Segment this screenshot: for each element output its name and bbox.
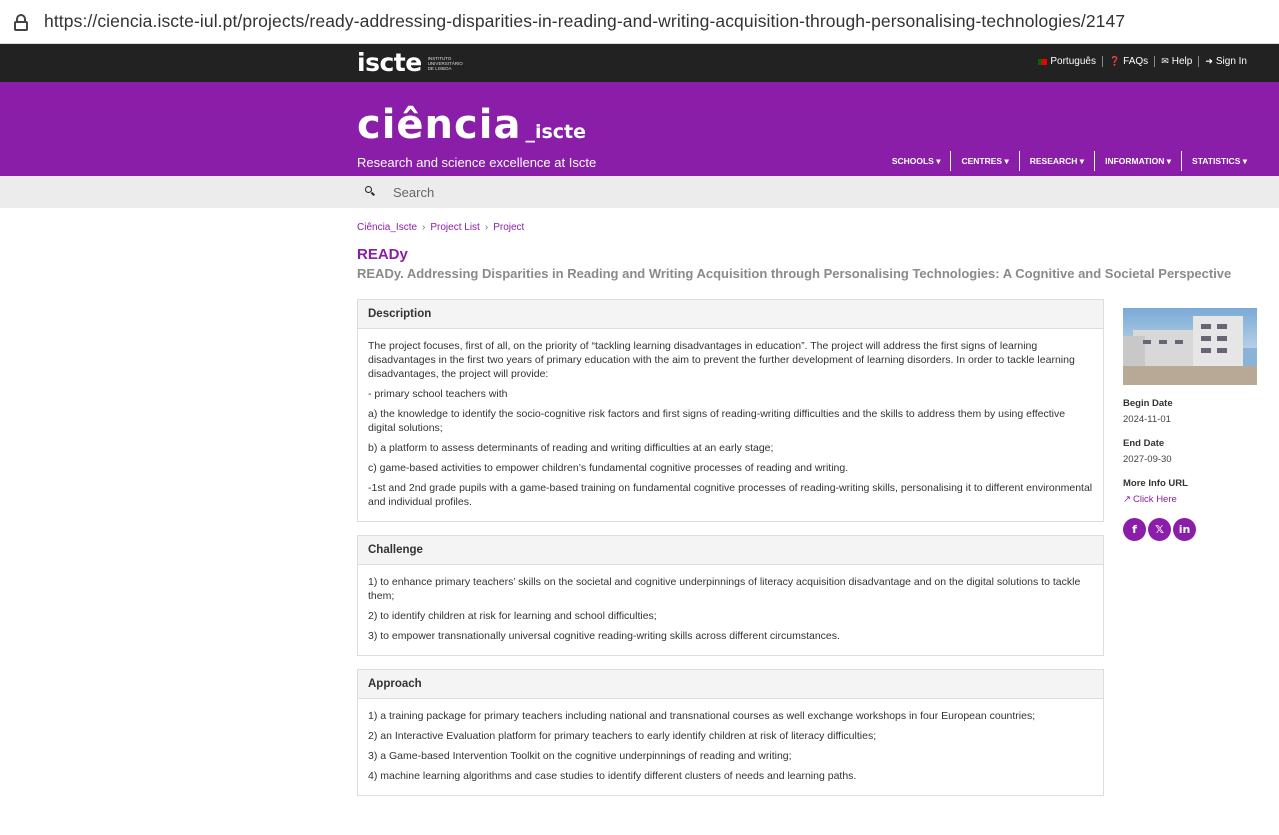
- breadcrumb-project[interactable]: Project: [493, 222, 525, 233]
- help-label: Help: [1171, 56, 1193, 67]
- top-bar: [0, 44, 1279, 82]
- language-link[interactable]: [1032, 56, 1102, 67]
- chevron-right-icon: ›: [484, 222, 489, 233]
- top-links: [1032, 56, 1253, 67]
- linkedin-icon[interactable]: in: [1173, 518, 1196, 541]
- iscte-logo-word: iscte: [357, 48, 422, 77]
- help-link[interactable]: [1154, 56, 1198, 67]
- ciencia-iscte-logo[interactable]: [357, 102, 586, 148]
- paragraph: 3) a Game-based Intervention Toolkit on the cognitive underpinnings of reading and writing;: [368, 750, 792, 762]
- begin-date-label: Begin Date: [1123, 398, 1173, 409]
- portugal-flag-icon: [1038, 59, 1047, 65]
- x-twitter-icon[interactable]: 𝕏: [1148, 518, 1171, 541]
- paragraph: b) a platform to assess determinants of reading and writing difficulties at an early stage;: [368, 442, 774, 454]
- nav-research[interactable]: RESEARCH ▾: [1019, 151, 1094, 171]
- faqs-link[interactable]: [1102, 56, 1154, 67]
- main-content: [357, 222, 1257, 782]
- browser-address-bar[interactable]: [0, 0, 1279, 44]
- breadcrumb: [357, 222, 1257, 233]
- nav-schools[interactable]: SCHOOLS ▾: [891, 156, 941, 166]
- panel-heading: Approach: [358, 670, 1103, 699]
- lock-icon: [12, 13, 30, 31]
- more-info-label: More Info URL: [1123, 478, 1188, 489]
- iscte-logo-subtitle: INSTITUTO UNIVERSITÁRIO DE LISBOA: [427, 55, 463, 71]
- paragraph: 4) machine learning algorithms and case studies to identify different clusters of needs and learning paths.: [368, 770, 857, 782]
- tagline: Research and science excellence at Iscte: [357, 155, 597, 170]
- panel-body: [358, 565, 1103, 655]
- project-panels: [357, 299, 1104, 809]
- sign-in-link[interactable]: [1198, 56, 1253, 67]
- end-date-value: 2027-09-30: [1123, 454, 1172, 465]
- site-header: [0, 82, 1279, 176]
- panel-heading: Challenge: [358, 536, 1103, 565]
- panel-body: [358, 329, 1103, 521]
- sign-in-icon: ➜: [1205, 56, 1213, 66]
- envelope-icon: ✉: [1161, 56, 1169, 66]
- paragraph: - primary school teachers with: [368, 388, 508, 400]
- brand-suffix: _iscte: [525, 121, 587, 143]
- nav-statistics[interactable]: STATISTICS ▾: [1181, 151, 1257, 171]
- nav-information[interactable]: INFORMATION ▾: [1094, 151, 1181, 171]
- project-acronym: READy: [357, 246, 408, 263]
- end-date-label: End Date: [1123, 438, 1165, 449]
- project-photo: [1123, 308, 1257, 385]
- share-buttons: [1123, 518, 1257, 541]
- approach-panel: [357, 669, 1104, 796]
- chevron-right-icon: ›: [422, 222, 426, 233]
- paragraph: -1st and 2nd grade pupils with a game-based training on fundamental cognitive processes of reading-writing skills, personalising it to different environmental and individual profiles.: [368, 482, 1093, 508]
- breadcrumb-home[interactable]: Ciência_Iscte: [357, 222, 418, 233]
- search-icon[interactable]: [365, 186, 375, 196]
- panel-body: [358, 699, 1103, 795]
- paragraph: 2) an Interactive Evaluation platform for primary teachers to early identify children at risk of literacy difficulties;: [368, 730, 877, 742]
- paragraph: 3) to empower transnationally universal cognitive reading-writing skills across different circumstances.: [368, 630, 840, 642]
- more-info-link[interactable]: [1123, 494, 1257, 505]
- search-input[interactable]: [384, 180, 984, 204]
- sign-in-label: Sign In: [1215, 56, 1247, 67]
- paragraph: c) game-based activities to empower children’s fundamental cognitive processes of reading and writing.: [368, 462, 849, 474]
- paragraph: 1) a training package for primary teachers including national and transnational courses as well exchange workshops in four European countries;: [368, 710, 1036, 722]
- question-circle-icon: ❓: [1108, 56, 1121, 66]
- project-full-title: READy. Addressing Disparities in Reading and Writing Acquisition through Personalising Technologies: A Cognitive and Societal Perspective: [357, 266, 1232, 281]
- more-info-link-label: Click Here: [1132, 494, 1177, 505]
- url-text[interactable]: https://ciencia.iscte-iul.pt/projects/ready-addressing-disparities-in-reading-and-writing-acquisition-through-personalising-technologies/2147: [44, 11, 1126, 31]
- panel-heading: Description: [358, 300, 1103, 329]
- search-bar: [0, 176, 1279, 208]
- paragraph: 1) to enhance primary teachers’ skills on the societal and cognitive underpinnings of literacy acquisition disadvantage and on the digital solutions to tackle them;: [368, 576, 1081, 602]
- breadcrumb-project-list[interactable]: Project List: [430, 222, 480, 233]
- brand-main: ciência: [357, 102, 522, 148]
- nav-centres[interactable]: CENTRES ▾: [950, 151, 1018, 171]
- language-label: Português: [1050, 56, 1096, 67]
- faqs-label: FAQs: [1123, 56, 1149, 67]
- paragraph: a) the knowledge to identify the socio-cognitive risk factors and first signs of reading-writing difficulties and the skills to address them by using effective digital solutions;: [368, 408, 1066, 434]
- external-link-icon: ↗: [1123, 494, 1131, 505]
- main-nav: [882, 151, 1257, 171]
- project-sidebar: [1123, 308, 1257, 541]
- challenge-panel: [357, 535, 1104, 656]
- paragraph: 2) to identify children at risk for learning and school difficulties;: [368, 610, 657, 622]
- iscte-logo[interactable]: [357, 48, 468, 77]
- paragraph: The project focuses, first of all, on the priority of “tackling learning disadvantages in education”. The project will address the first signs of learning disadvantages in the first two years of primary education with the aim to prevent the further development of learning disorders. In order to tackle learning disadvantages, the project will provide:: [368, 340, 1075, 380]
- description-panel: [357, 299, 1104, 522]
- facebook-icon[interactable]: f: [1123, 518, 1146, 541]
- begin-date-value: 2024-11-01: [1123, 414, 1171, 425]
